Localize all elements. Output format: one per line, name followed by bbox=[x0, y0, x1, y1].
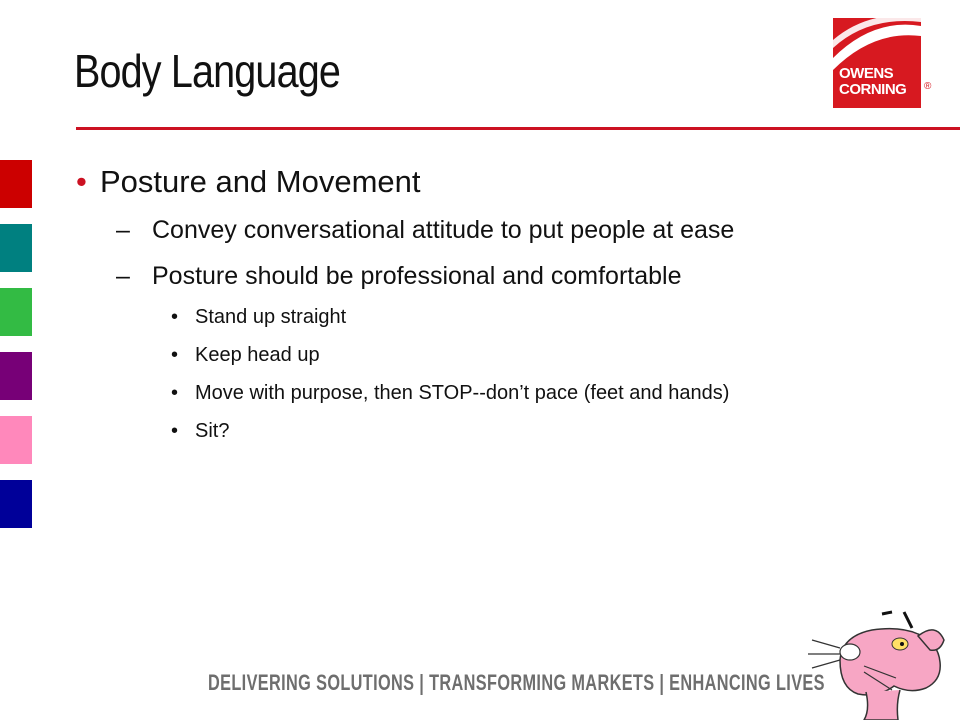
list-item bbox=[171, 306, 347, 329]
side-square bbox=[0, 160, 32, 208]
list-item-text: Keep head up bbox=[195, 344, 320, 366]
footer-tagline: DELIVERING SOLUTIONS | TRANSFORMING MARKETS | ENHANCING LIVES bbox=[208, 670, 825, 695]
bullet-heading-text: Posture and Movement bbox=[100, 164, 421, 199]
owens-corning-logo bbox=[833, 18, 937, 108]
logo-line-1: OWENS bbox=[839, 65, 894, 82]
bullet-heading bbox=[76, 164, 421, 200]
list-item bbox=[171, 344, 320, 367]
side-square bbox=[0, 480, 32, 528]
list-item-text: Move with purpose, then STOP--don’t pace (feet and hands) bbox=[195, 382, 730, 404]
list-item-text: Stand up straight bbox=[195, 306, 347, 328]
list-item-text: Sit? bbox=[195, 420, 230, 442]
dot-marker: • bbox=[171, 420, 179, 442]
list-item bbox=[171, 420, 230, 443]
subpoint-text: Convey conversational attitude to put people at ease bbox=[152, 216, 735, 244]
dot-marker: • bbox=[171, 382, 179, 404]
logo-line-2: CORNING bbox=[839, 81, 907, 98]
dash-marker: – bbox=[116, 262, 130, 290]
list-item bbox=[171, 382, 730, 405]
dash-marker: – bbox=[116, 216, 130, 244]
dot-marker: • bbox=[171, 306, 179, 328]
subpoint-text: Posture should be professional and comfortable bbox=[152, 262, 682, 290]
title-rule bbox=[76, 127, 960, 130]
side-square bbox=[0, 416, 32, 464]
bullet-marker: • bbox=[76, 164, 87, 199]
pink-panther-icon bbox=[800, 600, 960, 720]
subpoint bbox=[116, 216, 735, 245]
dot-marker: • bbox=[171, 344, 179, 366]
logo-box bbox=[833, 18, 921, 108]
side-square bbox=[0, 224, 32, 272]
slide-title: Body Language bbox=[74, 45, 340, 97]
side-square bbox=[0, 352, 32, 400]
subpoint bbox=[116, 262, 682, 291]
side-square bbox=[0, 288, 32, 336]
registered-mark: ® bbox=[924, 81, 932, 92]
